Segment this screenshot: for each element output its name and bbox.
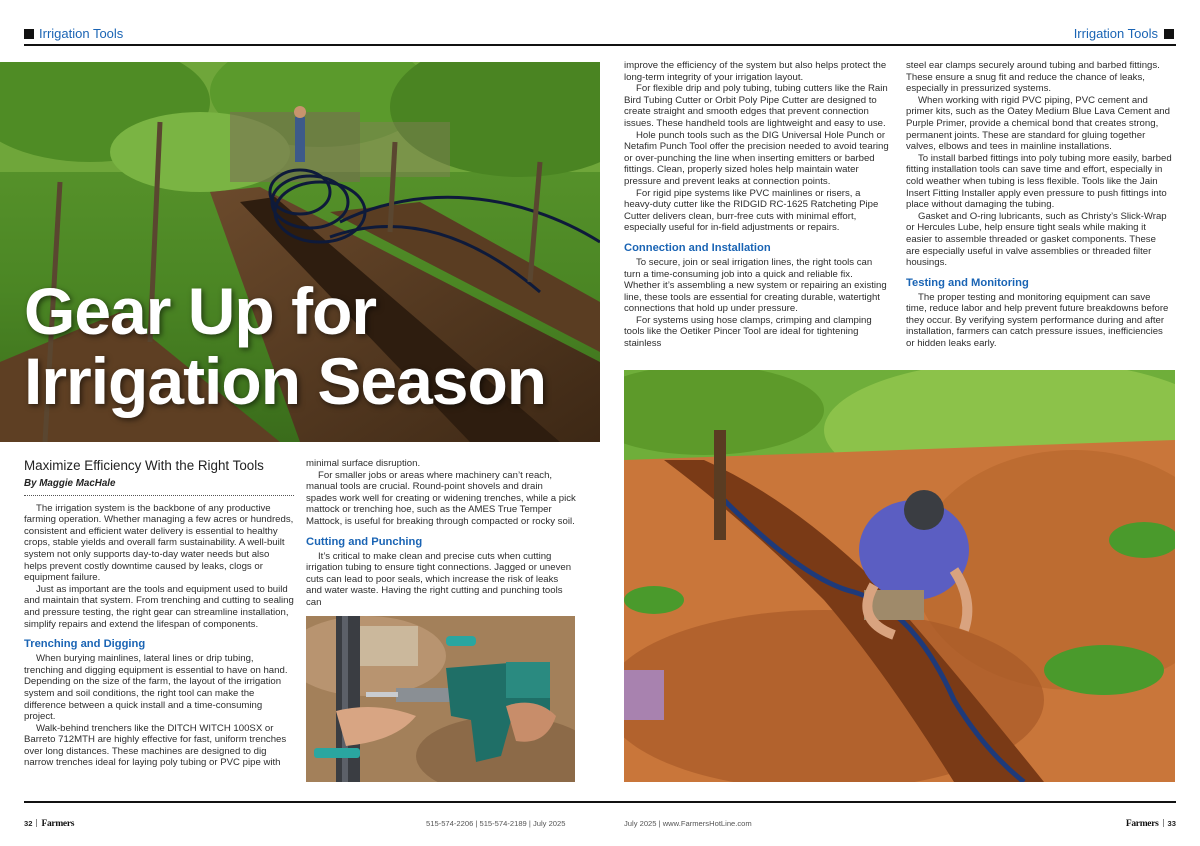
magazine-logo: Farmers	[1125, 819, 1159, 829]
page-title: Gear Up for Irrigation Season	[24, 274, 547, 418]
intro-paragraph: The irrigation system is the backbone of any productive farming operation. Whether managing a few acres or hundreds, consistent and efficient water delivery is essential to healthy crops, stable yields and overall farm sustainability. A well-built system not only supports day-to-day water needs but also helps prevent costly downtime caused by leaks, clogs or equipment failure.	[24, 502, 294, 584]
divider	[36, 819, 37, 827]
header-rule	[24, 44, 1176, 46]
body-paragraph: When burying mainlines, lateral lines or drip tubing, trenching and digging equipment is essential to have on hand. Depending on the size of the farm, the layout of the irrigation system and soil conditions, the right tool can make the difference between a quick install and a time-consuming project.	[24, 653, 288, 723]
footer-right	[1126, 819, 1176, 829]
section-label-left: Irrigation Tools	[24, 26, 123, 44]
article-column-3	[624, 60, 890, 350]
page-number: 32	[24, 819, 33, 828]
worker-trench-photo	[624, 370, 1175, 782]
section-heading-testing: Testing and Monitoring	[906, 276, 1029, 289]
square-bullet-icon	[24, 29, 34, 39]
footer-left	[24, 819, 74, 829]
body-paragraph: For smaller jobs or areas where machinery can’t reach, manual tools are crucial. Round-point shovels and drain spades work well for creating or widening trenches, while a pick mattock or trenching hoe, such as the AMES True Temper Mattock, is useful for breaking through compacted or rocky soil.	[306, 469, 576, 527]
article-column-2	[306, 458, 576, 609]
divider	[1163, 819, 1164, 827]
footer-contact-right: July 2025 | www.FarmersHotLine.com	[624, 819, 752, 828]
body-paragraph: Gasket and O-ring lubricants, such as Christy’s Slick-Wrap or Hercules Lube, help ensure tight seals while making it easier to assemble threaded or gasket components. These are especially useful in valve assemblies or threaded filter housings.	[906, 210, 1167, 269]
article-column-4	[906, 60, 1172, 350]
square-bullet-icon	[1164, 29, 1174, 39]
body-paragraph: To secure, join or seal irrigation lines, the right tools can turn a time-consuming job into a quick and reliable fix. Whether it’s assembling a new system or repairing an existing line, these tools are essential for creating durable, watertight connections that hold up under pressure.	[624, 256, 887, 315]
byline: By Maggie MacHale	[24, 478, 294, 496]
body-paragraph: For systems using hose clamps, crimping and clamping tools like the Oetiker Pincer Tool are ideal for tightening stainless	[624, 314, 872, 350]
section-heading-cutting: Cutting and Punching	[306, 535, 423, 548]
section-heading-connection: Connection and Installation	[624, 241, 771, 254]
body-paragraph: Hole punch tools such as the DIG Universal Hole Punch or Netafim Punch Tool offer the precision needed to avoid tearing or over-punching the line when inserting emitters or barbed fittings. Clean, properly sized holes help maintain water pressure and prevent leaks at connection points.	[624, 129, 889, 187]
article-column-1	[24, 458, 294, 769]
body-paragraph: minimal surface disruption.	[306, 458, 421, 469]
footer-rule	[24, 801, 1176, 803]
section-heading-trenching: Trenching and Digging	[24, 638, 146, 651]
section-label-right: Irrigation Tools	[1074, 26, 1174, 44]
body-paragraph: For flexible drip and poly tubing, tubing cutters like the Rain Bird Tubing Cutter or Orbit Poly Pipe Cutter are designed to create straight and smooth edges that prevent connection issues. These handheld tools are lightweight and easy to use.	[624, 83, 888, 129]
drill-pipe-photo	[306, 616, 575, 782]
body-paragraph: When working with rigid PVC piping, PVC cement and primer kits, such as the Oatey Medium Blue Lava Cement and Purple Primer, provide a chemical bond that creates strong, permanent joints. These are standard for gluing together valves, elbows and tees in mainline installations.	[906, 94, 1170, 153]
body-paragraph: For rigid pipe systems like PVC mainlines or risers, a heavy-duty cutter like the RIDGID RC-1625 Ratcheting Pipe Cutter delivers clean, burr-free cuts with minimal effort, especially useful for in-field adjustments or repairs.	[624, 187, 879, 234]
article-subtitle: Maximize Efficiency With the Right Tools	[24, 458, 264, 473]
body-paragraph: To install barbed fittings into poly tubing more easily, barbed fitting installation tools can save time and effort, especially in cold weather when tubing is less flexible. Tools like the Jain Insert Fitting Installer apply even pressure to push fittings into place without damaging the tubing.	[906, 152, 1172, 211]
footer-contact-left: 515-574-2206 | 515-574-2189 | July 2025	[426, 819, 566, 828]
body-paragraph: The proper testing and monitoring equipment can save time, reduce labor and help prevent future breakdowns before they occur. By verifying system performance during and after installation, farmers can catch pressure issues, inefficiencies or hidden leaks early.	[906, 291, 1169, 350]
page-number: 33	[1167, 819, 1176, 828]
body-paragraph: Walk-behind trenchers like the DITCH WITCH 100SX or Barreto 712MTH are highly effective for fast, uniform trenches over long distances. These machines are designed to dig narrow trenches ideal for laying poly tubing or PVC pipe with	[24, 722, 287, 769]
intro-paragraph: Just as important are the tools and equipment used to build and maintain that system. From trenching and cutting to sealing and pressure testing, the right gear can streamline installation, simplify repairs and extend the lifespan of components.	[24, 583, 294, 630]
body-paragraph: improve the efficiency of the system but also helps protect the long-term integrity of your irrigation layout.	[624, 60, 887, 83]
body-paragraph: It’s critical to make clean and precise cuts when cutting irrigation tubing to ensure tight connections. Jagged or uneven cuts can lead to poor seals, which increase the risk of leaks and water waste. Having the right cutting and punching tools can	[306, 550, 572, 608]
magazine-logo: Farmers	[41, 819, 75, 829]
body-paragraph: steel ear clamps securely around tubing and barbed fittings. These ensure a snug fit and reduce the chance of leaks, especially in pressurized systems.	[906, 60, 1160, 95]
